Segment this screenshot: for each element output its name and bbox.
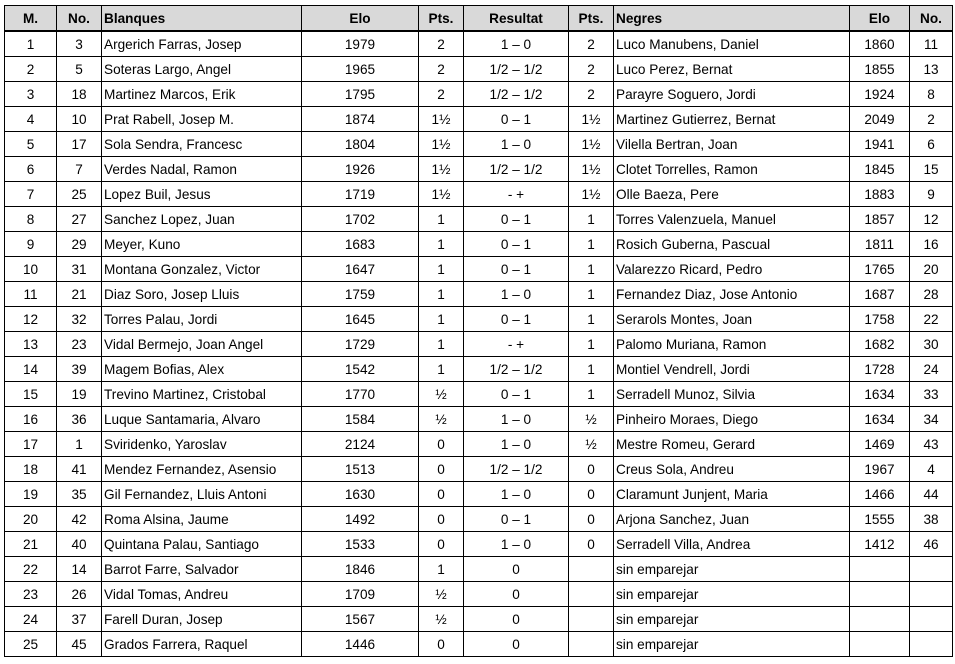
black-pts-cell — [569, 607, 614, 632]
result-cell: 1 – 0 — [464, 482, 569, 507]
black-pts-cell: 2 — [569, 31, 614, 57]
black-player-cell: Mestre Romeu, Gerard — [614, 432, 850, 457]
table-row — [5, 357, 953, 382]
table-row — [5, 282, 953, 307]
table-row — [5, 607, 953, 632]
table-row — [5, 482, 953, 507]
white-player-cell: Sviridenko, Yaroslav — [102, 432, 302, 457]
black-player-cell: Vilella Bertran, Joan — [614, 132, 850, 157]
pairings-table-container — [4, 5, 953, 657]
result-cell: 1 – 0 — [464, 432, 569, 457]
black-elo-cell: 1634 — [850, 407, 910, 432]
black-elo-cell: 1412 — [850, 532, 910, 557]
white-elo-cell: 1584 — [302, 407, 419, 432]
white-no-cell: 3 — [57, 31, 102, 57]
table-row — [5, 132, 953, 157]
table-row — [5, 557, 953, 582]
black-player-cell: Parayre Soguero, Jordi — [614, 82, 850, 107]
white-pts-cell: 1½ — [419, 182, 464, 207]
table-row — [5, 532, 953, 557]
round-cell: 21 — [5, 532, 57, 557]
black-pts-cell: 1 — [569, 357, 614, 382]
white-no-cell: 17 — [57, 132, 102, 157]
white-elo-cell: 1513 — [302, 457, 419, 482]
white-no-cell: 37 — [57, 607, 102, 632]
black-no-cell: 30 — [910, 332, 953, 357]
black-elo-cell — [850, 582, 910, 607]
result-cell: 1/2 – 1/2 — [464, 357, 569, 382]
white-pts-cell: 0 — [419, 532, 464, 557]
black-elo-cell: 1967 — [850, 457, 910, 482]
round-cell: 2 — [5, 57, 57, 82]
white-elo-cell: 1702 — [302, 207, 419, 232]
black-pts-cell: 1½ — [569, 107, 614, 132]
white-player-cell: Montana Gonzalez, Victor — [102, 257, 302, 282]
black-pts-cell — [569, 582, 614, 607]
result-cell: 0 — [464, 557, 569, 582]
white-pts-cell: 1 — [419, 307, 464, 332]
black-player-cell: Luco Manubens, Daniel — [614, 31, 850, 57]
white-elo-cell: 1533 — [302, 532, 419, 557]
result-cell: 0 – 1 — [464, 382, 569, 407]
black-elo-cell: 1687 — [850, 282, 910, 307]
round-cell: 19 — [5, 482, 57, 507]
white-no-cell: 32 — [57, 307, 102, 332]
white-no-cell: 39 — [57, 357, 102, 382]
round-cell: 11 — [5, 282, 57, 307]
black-pts-cell — [569, 632, 614, 657]
header-black-elo: Elo — [850, 6, 910, 32]
round-cell: 16 — [5, 407, 57, 432]
header-white-no: No. — [57, 6, 102, 32]
white-player-cell: Martinez Marcos, Erik — [102, 82, 302, 107]
white-elo-cell: 1709 — [302, 582, 419, 607]
round-cell: 13 — [5, 332, 57, 357]
black-pts-cell: 1 — [569, 332, 614, 357]
round-cell: 20 — [5, 507, 57, 532]
white-player-cell: Trevino Martinez, Cristobal — [102, 382, 302, 407]
black-elo-cell: 1941 — [850, 132, 910, 157]
white-player-cell: Torres Palau, Jordi — [102, 307, 302, 332]
result-cell: 1 – 0 — [464, 282, 569, 307]
header-black-pts: Pts. — [569, 6, 614, 32]
black-no-cell: 22 — [910, 307, 953, 332]
round-cell: 3 — [5, 82, 57, 107]
black-elo-cell: 1555 — [850, 507, 910, 532]
white-no-cell: 25 — [57, 182, 102, 207]
white-pts-cell: ½ — [419, 607, 464, 632]
black-elo-cell: 1883 — [850, 182, 910, 207]
black-elo-cell: 1765 — [850, 257, 910, 282]
black-player-cell: Serarols Montes, Joan — [614, 307, 850, 332]
black-elo-cell: 1855 — [850, 57, 910, 82]
table-row — [5, 507, 953, 532]
white-player-cell: Sola Sendra, Francesc — [102, 132, 302, 157]
white-no-cell: 19 — [57, 382, 102, 407]
white-no-cell: 31 — [57, 257, 102, 282]
white-elo-cell: 1492 — [302, 507, 419, 532]
table-row — [5, 232, 953, 257]
black-no-cell: 4 — [910, 457, 953, 482]
black-player-cell: sin emparejar — [614, 582, 850, 607]
round-cell: 24 — [5, 607, 57, 632]
result-cell: 0 – 1 — [464, 207, 569, 232]
white-elo-cell: 1630 — [302, 482, 419, 507]
white-player-cell: Mendez Fernandez, Asensio — [102, 457, 302, 482]
result-cell: 1/2 – 1/2 — [464, 57, 569, 82]
black-no-cell: 33 — [910, 382, 953, 407]
black-elo-cell: 1924 — [850, 82, 910, 107]
black-pts-cell: 2 — [569, 82, 614, 107]
white-no-cell: 27 — [57, 207, 102, 232]
white-no-cell: 45 — [57, 632, 102, 657]
result-cell: - + — [464, 332, 569, 357]
table-row — [5, 157, 953, 182]
black-player-cell: Pinheiro Moraes, Diego — [614, 407, 850, 432]
white-pts-cell: 0 — [419, 457, 464, 482]
white-player-cell: Meyer, Kuno — [102, 232, 302, 257]
black-elo-cell: 1634 — [850, 382, 910, 407]
header-black-no: No. — [910, 6, 953, 32]
black-no-cell: 11 — [910, 31, 953, 57]
round-cell: 23 — [5, 582, 57, 607]
white-no-cell: 40 — [57, 532, 102, 557]
black-elo-cell: 1845 — [850, 157, 910, 182]
black-player-cell: Claramunt Junjent, Maria — [614, 482, 850, 507]
round-cell: 10 — [5, 257, 57, 282]
result-cell: 0 – 1 — [464, 307, 569, 332]
white-elo-cell: 2124 — [302, 432, 419, 457]
black-no-cell: 13 — [910, 57, 953, 82]
header-white-pts: Pts. — [419, 6, 464, 32]
black-no-cell — [910, 632, 953, 657]
black-no-cell: 12 — [910, 207, 953, 232]
white-pts-cell: 1½ — [419, 157, 464, 182]
white-no-cell: 35 — [57, 482, 102, 507]
white-elo-cell: 1645 — [302, 307, 419, 332]
white-pts-cell: 2 — [419, 82, 464, 107]
table-row — [5, 107, 953, 132]
result-cell: 1 – 0 — [464, 132, 569, 157]
result-cell: - + — [464, 182, 569, 207]
black-pts-cell: 1 — [569, 232, 614, 257]
black-no-cell: 46 — [910, 532, 953, 557]
black-pts-cell: 1½ — [569, 182, 614, 207]
table-row — [5, 307, 953, 332]
result-cell: 1 – 0 — [464, 31, 569, 57]
white-elo-cell: 1729 — [302, 332, 419, 357]
header-round: M. — [5, 6, 57, 32]
black-player-cell: Torres Valenzuela, Manuel — [614, 207, 850, 232]
round-cell: 9 — [5, 232, 57, 257]
black-player-cell: Serradell Munoz, Silvia — [614, 382, 850, 407]
black-elo-cell — [850, 607, 910, 632]
black-player-cell: Martinez Gutierrez, Bernat — [614, 107, 850, 132]
table-row — [5, 432, 953, 457]
white-no-cell: 21 — [57, 282, 102, 307]
black-elo-cell: 1857 — [850, 207, 910, 232]
white-elo-cell: 1647 — [302, 257, 419, 282]
black-no-cell: 38 — [910, 507, 953, 532]
white-player-cell: Quintana Palau, Santiago — [102, 532, 302, 557]
white-player-cell: Luque Santamaria, Alvaro — [102, 407, 302, 432]
black-no-cell: 43 — [910, 432, 953, 457]
header-row — [5, 6, 953, 32]
white-pts-cell: 2 — [419, 57, 464, 82]
white-elo-cell: 1683 — [302, 232, 419, 257]
table-row — [5, 382, 953, 407]
black-elo-cell: 1682 — [850, 332, 910, 357]
white-pts-cell: 1 — [419, 557, 464, 582]
white-pts-cell: 1 — [419, 332, 464, 357]
black-elo-cell: 1860 — [850, 31, 910, 57]
header-black: Negres — [614, 6, 850, 32]
black-elo-cell: 2049 — [850, 107, 910, 132]
black-player-cell: sin emparejar — [614, 607, 850, 632]
white-no-cell: 36 — [57, 407, 102, 432]
white-player-cell: Soteras Largo, Angel — [102, 57, 302, 82]
white-elo-cell: 1759 — [302, 282, 419, 307]
white-no-cell: 42 — [57, 507, 102, 532]
black-player-cell: Valarezzo Ricard, Pedro — [614, 257, 850, 282]
round-cell: 25 — [5, 632, 57, 657]
round-cell: 22 — [5, 557, 57, 582]
white-pts-cell: 1 — [419, 207, 464, 232]
black-no-cell: 15 — [910, 157, 953, 182]
table-row — [5, 207, 953, 232]
white-elo-cell: 1567 — [302, 607, 419, 632]
white-no-cell: 41 — [57, 457, 102, 482]
white-player-cell: Sanchez Lopez, Juan — [102, 207, 302, 232]
white-elo-cell: 1965 — [302, 57, 419, 82]
round-cell: 7 — [5, 182, 57, 207]
black-elo-cell: 1728 — [850, 357, 910, 382]
result-cell: 0 – 1 — [464, 257, 569, 282]
white-pts-cell: 1 — [419, 357, 464, 382]
black-no-cell: 2 — [910, 107, 953, 132]
black-player-cell: Olle Baeza, Pere — [614, 182, 850, 207]
black-player-cell: Arjona Sanchez, Juan — [614, 507, 850, 532]
black-pts-cell: 0 — [569, 457, 614, 482]
black-player-cell: sin emparejar — [614, 632, 850, 657]
black-pts-cell: 0 — [569, 482, 614, 507]
white-elo-cell: 1719 — [302, 182, 419, 207]
white-elo-cell: 1542 — [302, 357, 419, 382]
pairings-table — [4, 5, 953, 657]
black-no-cell: 34 — [910, 407, 953, 432]
black-player-cell: Montiel Vendrell, Jordi — [614, 357, 850, 382]
white-elo-cell: 1874 — [302, 107, 419, 132]
header-white-elo: Elo — [302, 6, 419, 32]
white-elo-cell: 1804 — [302, 132, 419, 157]
round-cell: 8 — [5, 207, 57, 232]
black-pts-cell: 1 — [569, 382, 614, 407]
black-pts-cell: ½ — [569, 432, 614, 457]
white-player-cell: Magem Bofias, Alex — [102, 357, 302, 382]
white-pts-cell: ½ — [419, 407, 464, 432]
table-row — [5, 582, 953, 607]
black-elo-cell: 1758 — [850, 307, 910, 332]
white-no-cell: 23 — [57, 332, 102, 357]
white-pts-cell: 1½ — [419, 132, 464, 157]
round-cell: 18 — [5, 457, 57, 482]
white-pts-cell: 1 — [419, 257, 464, 282]
table-row — [5, 31, 953, 57]
white-elo-cell: 1926 — [302, 157, 419, 182]
black-no-cell: 16 — [910, 232, 953, 257]
black-pts-cell: 1 — [569, 307, 614, 332]
black-pts-cell: 2 — [569, 57, 614, 82]
white-no-cell: 10 — [57, 107, 102, 132]
black-no-cell: 9 — [910, 182, 953, 207]
table-row — [5, 332, 953, 357]
round-cell: 15 — [5, 382, 57, 407]
round-cell: 17 — [5, 432, 57, 457]
white-elo-cell: 1795 — [302, 82, 419, 107]
black-pts-cell — [569, 557, 614, 582]
white-player-cell: Barrot Farre, Salvador — [102, 557, 302, 582]
table-row — [5, 57, 953, 82]
white-elo-cell: 1979 — [302, 31, 419, 57]
white-no-cell: 5 — [57, 57, 102, 82]
header-white: Blanques — [102, 6, 302, 32]
white-no-cell: 18 — [57, 82, 102, 107]
black-player-cell: Serradell Villa, Andrea — [614, 532, 850, 557]
table-row — [5, 457, 953, 482]
white-player-cell: Argerich Farras, Josep — [102, 31, 302, 57]
result-cell: 1/2 – 1/2 — [464, 157, 569, 182]
round-cell: 6 — [5, 157, 57, 182]
table-row — [5, 82, 953, 107]
black-pts-cell: 1 — [569, 207, 614, 232]
round-cell: 12 — [5, 307, 57, 332]
white-pts-cell: 0 — [419, 482, 464, 507]
black-no-cell: 28 — [910, 282, 953, 307]
black-player-cell: Fernandez Diaz, Jose Antonio — [614, 282, 850, 307]
black-elo-cell: 1811 — [850, 232, 910, 257]
white-player-cell: Vidal Bermejo, Joan Angel — [102, 332, 302, 357]
result-cell: 1 – 0 — [464, 532, 569, 557]
black-player-cell: Palomo Muriana, Ramon — [614, 332, 850, 357]
round-cell: 5 — [5, 132, 57, 157]
black-player-cell: Luco Perez, Bernat — [614, 57, 850, 82]
black-pts-cell: 1 — [569, 257, 614, 282]
black-pts-cell: 0 — [569, 532, 614, 557]
table-row — [5, 632, 953, 657]
black-elo-cell — [850, 632, 910, 657]
white-no-cell: 26 — [57, 582, 102, 607]
white-pts-cell: 2 — [419, 31, 464, 57]
white-pts-cell: 1½ — [419, 107, 464, 132]
result-cell: 0 – 1 — [464, 107, 569, 132]
black-elo-cell: 1466 — [850, 482, 910, 507]
result-cell: 0 – 1 — [464, 232, 569, 257]
black-elo-cell — [850, 557, 910, 582]
black-player-cell: Clotet Torrelles, Ramon — [614, 157, 850, 182]
white-player-cell: Prat Rabell, Josep M. — [102, 107, 302, 132]
black-no-cell: 24 — [910, 357, 953, 382]
white-pts-cell: 0 — [419, 632, 464, 657]
white-pts-cell: 1 — [419, 232, 464, 257]
black-player-cell: Rosich Guberna, Pascual — [614, 232, 850, 257]
black-pts-cell: 0 — [569, 507, 614, 532]
black-elo-cell: 1469 — [850, 432, 910, 457]
round-cell: 4 — [5, 107, 57, 132]
black-no-cell — [910, 607, 953, 632]
white-pts-cell: ½ — [419, 582, 464, 607]
table-row — [5, 182, 953, 207]
white-no-cell: 7 — [57, 157, 102, 182]
result-cell: 0 — [464, 632, 569, 657]
black-no-cell: 20 — [910, 257, 953, 282]
white-pts-cell: 0 — [419, 432, 464, 457]
result-cell: 0 – 1 — [464, 507, 569, 532]
white-no-cell: 14 — [57, 557, 102, 582]
black-no-cell — [910, 582, 953, 607]
white-pts-cell: 0 — [419, 507, 464, 532]
round-cell: 14 — [5, 357, 57, 382]
white-elo-cell: 1446 — [302, 632, 419, 657]
black-no-cell: 6 — [910, 132, 953, 157]
result-cell: 0 — [464, 582, 569, 607]
result-cell: 1/2 – 1/2 — [464, 457, 569, 482]
black-pts-cell: 1½ — [569, 157, 614, 182]
table-row — [5, 407, 953, 432]
table-row — [5, 257, 953, 282]
white-no-cell: 1 — [57, 432, 102, 457]
white-player-cell: Vidal Tomas, Andreu — [102, 582, 302, 607]
white-player-cell: Gil Fernandez, Lluis Antoni — [102, 482, 302, 507]
white-pts-cell: 1 — [419, 282, 464, 307]
black-pts-cell: 1½ — [569, 132, 614, 157]
result-cell: 0 — [464, 607, 569, 632]
black-player-cell: Creus Sola, Andreu — [614, 457, 850, 482]
black-no-cell: 44 — [910, 482, 953, 507]
black-no-cell: 8 — [910, 82, 953, 107]
white-no-cell: 29 — [57, 232, 102, 257]
white-player-cell: Verdes Nadal, Ramon — [102, 157, 302, 182]
white-player-cell: Roma Alsina, Jaume — [102, 507, 302, 532]
round-cell: 1 — [5, 31, 57, 57]
black-no-cell — [910, 557, 953, 582]
white-player-cell: Lopez Buil, Jesus — [102, 182, 302, 207]
black-player-cell: sin emparejar — [614, 557, 850, 582]
black-pts-cell: 1 — [569, 282, 614, 307]
result-cell: 1 – 0 — [464, 407, 569, 432]
white-player-cell: Farell Duran, Josep — [102, 607, 302, 632]
white-elo-cell: 1770 — [302, 382, 419, 407]
white-player-cell: Diaz Soro, Josep Lluis — [102, 282, 302, 307]
header-result: Resultat — [464, 6, 569, 32]
white-pts-cell: ½ — [419, 382, 464, 407]
result-cell: 1/2 – 1/2 — [464, 82, 569, 107]
white-elo-cell: 1846 — [302, 557, 419, 582]
white-player-cell: Grados Farrera, Raquel — [102, 632, 302, 657]
black-pts-cell: ½ — [569, 407, 614, 432]
